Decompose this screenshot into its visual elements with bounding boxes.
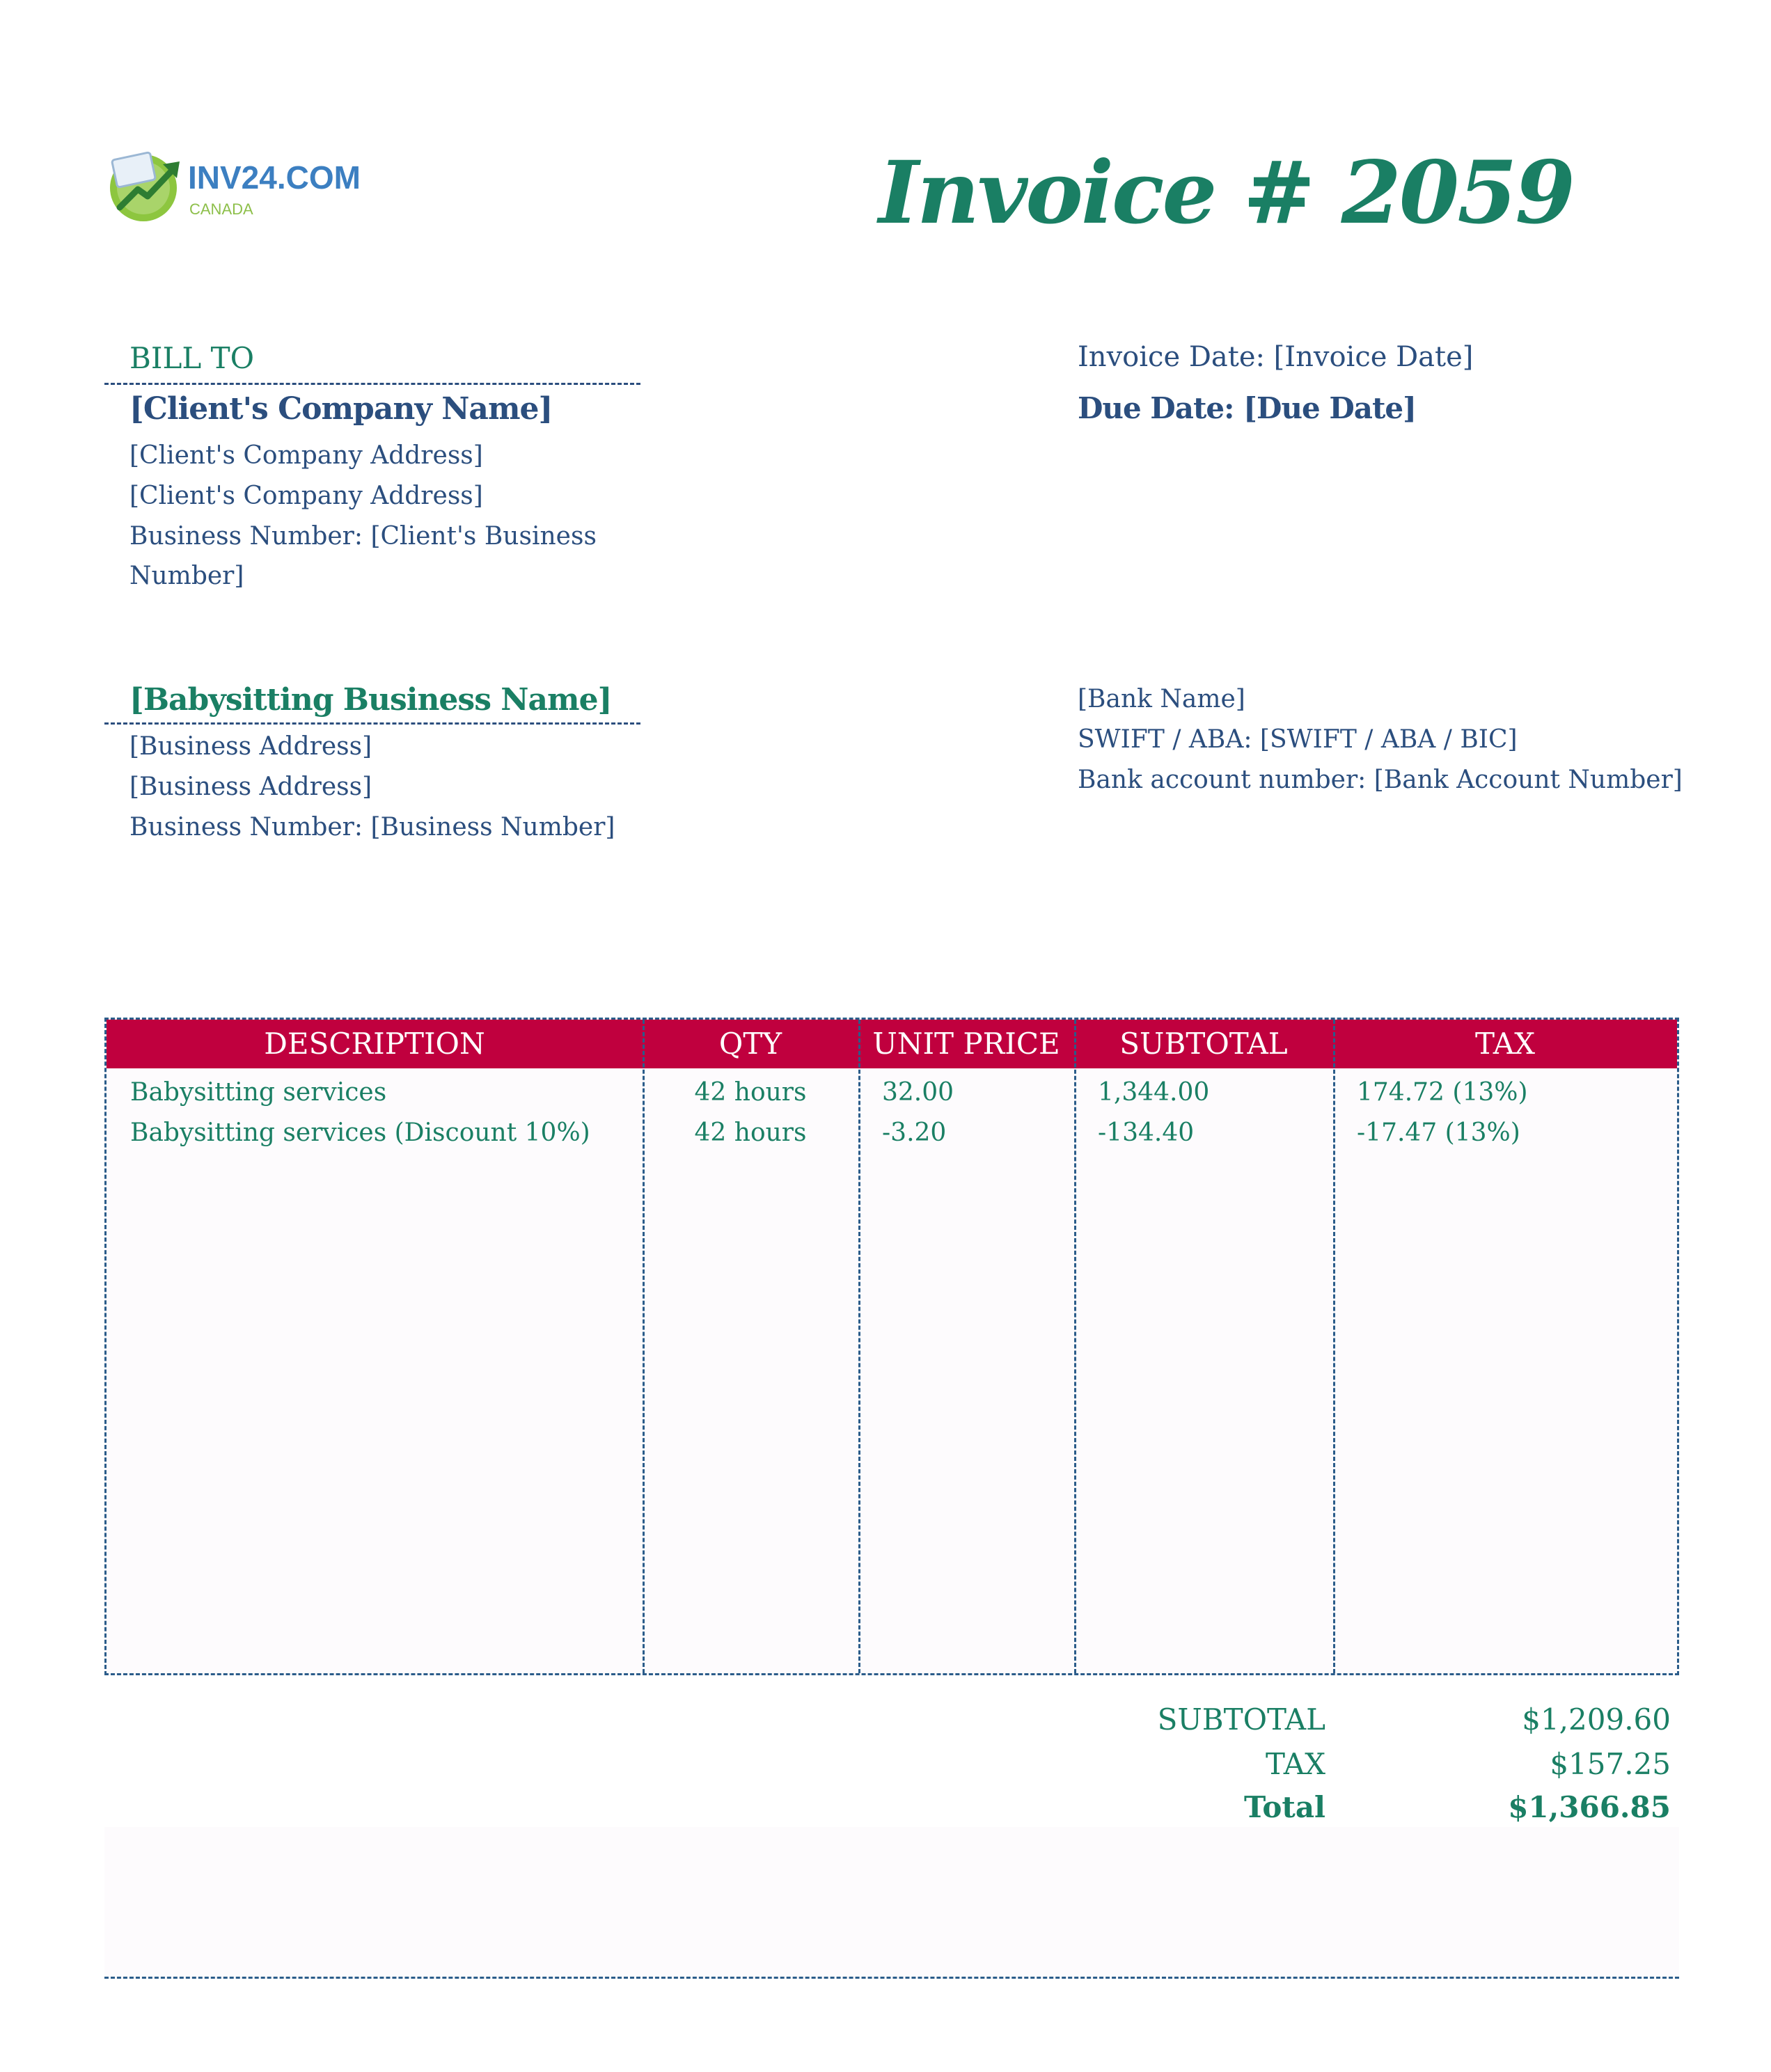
header-qty: QTY xyxy=(718,1027,782,1061)
header-tax: TAX xyxy=(1475,1027,1535,1061)
seller-business-number: Business Number: [Business Number] xyxy=(129,813,615,841)
subtotal-value: $1,209.60 xyxy=(1522,1702,1671,1737)
total-label: Total xyxy=(1243,1790,1325,1824)
header-description: DESCRIPTION xyxy=(264,1027,485,1061)
client-business-number-cont: Number] xyxy=(129,562,244,590)
invoice-title: Invoice # 2059 xyxy=(879,143,1573,244)
bank-name: [Bank Name] xyxy=(1078,685,1245,713)
client-address-2: [Client's Company Address] xyxy=(129,482,483,510)
column-divider xyxy=(858,1020,860,1673)
row-subtotal: -134.40 xyxy=(1098,1118,1195,1147)
client-company-name: [Client's Company Name] xyxy=(129,391,553,427)
bank-swift: SWIFT / ABA: [SWIFT / ABA / BIC] xyxy=(1078,725,1518,754)
bank-account-number: Bank account number: [Bank Account Number] xyxy=(1078,766,1683,794)
row-tax: 174.72 (13%) xyxy=(1357,1078,1528,1107)
header-subtotal: SUBTOTAL xyxy=(1119,1027,1288,1061)
invoice-date: Invoice Date: [Invoice Date] xyxy=(1078,341,1474,373)
column-divider xyxy=(1074,1020,1076,1673)
header-unit-price: UNIT PRICE xyxy=(872,1027,1060,1061)
row-subtotal: 1,344.00 xyxy=(1098,1078,1210,1107)
total-value: $1,366.85 xyxy=(1508,1790,1671,1824)
column-divider xyxy=(643,1020,645,1673)
seller-business-name: [Babysitting Business Name] xyxy=(129,682,612,718)
seller-address-1: [Business Address] xyxy=(129,732,372,761)
tax-value: $157.25 xyxy=(1550,1747,1671,1781)
logo-icon xyxy=(104,146,187,224)
column-divider xyxy=(1333,1020,1335,1673)
seller-address-2: [Business Address] xyxy=(129,773,372,801)
notes-area xyxy=(104,1827,1679,1979)
row-qty: 42 hours xyxy=(694,1118,807,1147)
table-header xyxy=(107,1020,1677,1068)
logo-subtitle: CANADA xyxy=(189,200,253,218)
client-business-number: Business Number: [Client's Business xyxy=(129,522,597,551)
row-unit-price: 32.00 xyxy=(882,1078,954,1107)
logo-name: INV24.COM xyxy=(188,159,361,196)
subtotal-label: SUBTOTAL xyxy=(1157,1702,1325,1737)
tax-label: TAX xyxy=(1266,1747,1325,1781)
bill-to-divider xyxy=(104,383,640,385)
seller-divider xyxy=(104,722,640,725)
row-qty: 42 hours xyxy=(694,1078,807,1107)
row-description: Babysitting services xyxy=(130,1078,387,1107)
line-items-table xyxy=(104,1018,1679,1675)
row-tax: -17.47 (13%) xyxy=(1357,1118,1520,1147)
row-unit-price: -3.20 xyxy=(882,1118,947,1147)
due-date: Due Date: [Due Date] xyxy=(1078,391,1416,425)
client-address-1: [Client's Company Address] xyxy=(129,441,483,470)
row-description: Babysitting services (Discount 10%) xyxy=(130,1118,590,1147)
bill-to-heading: BILL TO xyxy=(129,341,255,375)
